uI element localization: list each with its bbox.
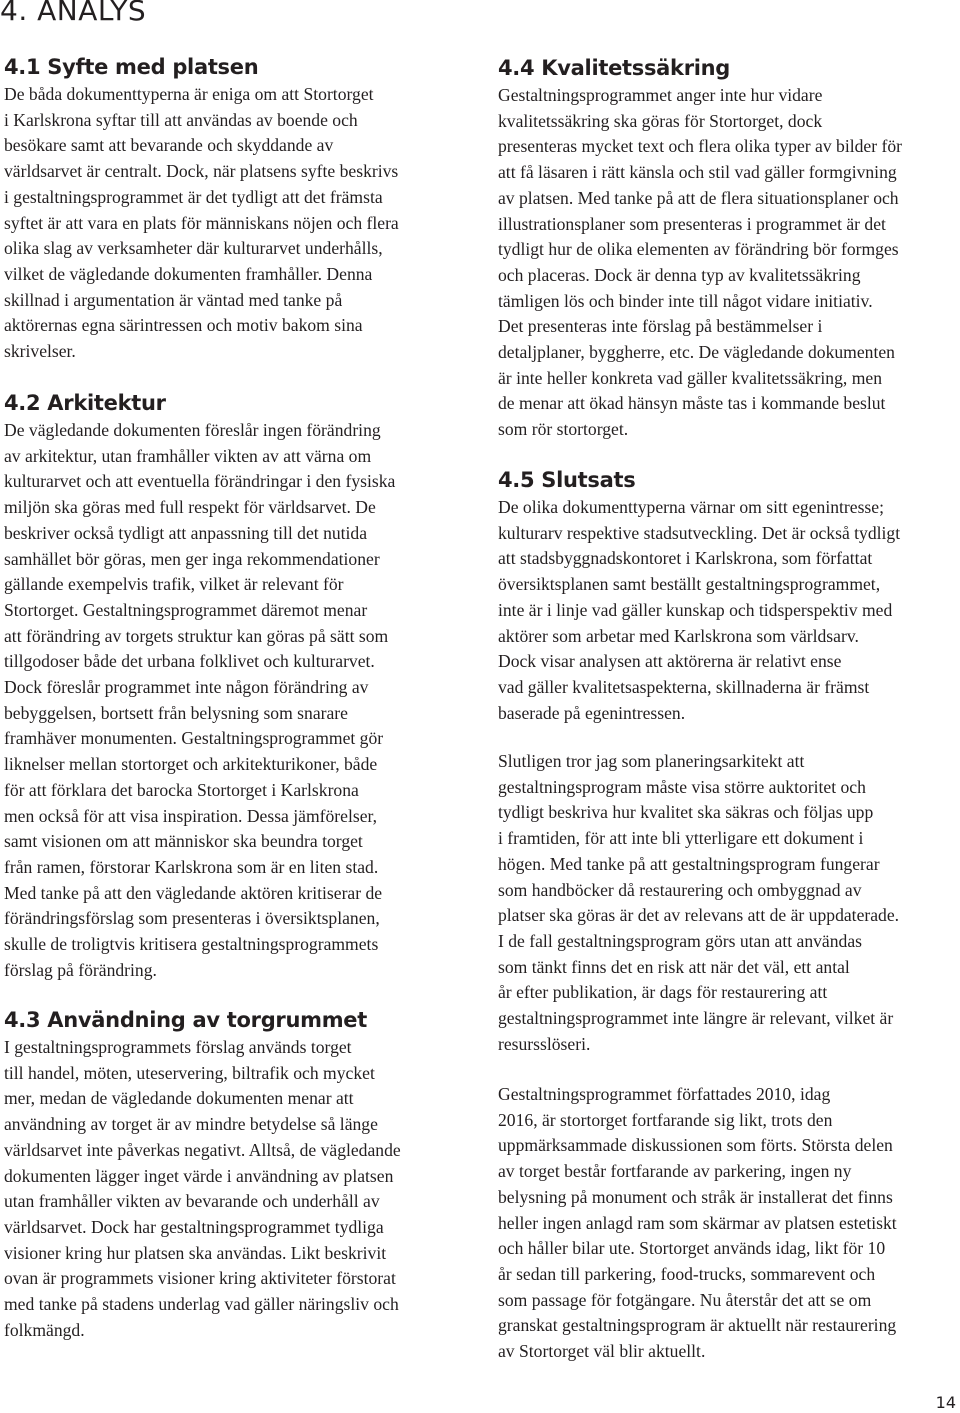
text-line: att få läsaren i rätt känsla och stil vad gäller formgivning — [498, 162, 897, 183]
text-line: De båda dokumenttyperna är eniga om att Stortorget — [4, 84, 374, 104]
text-line: heller ingen anlagd ram som skärmar av platsen estetiskt — [498, 1212, 897, 1233]
text-line: de menar att ökad hänsyn måste tas i kommande beslut — [498, 393, 886, 414]
text-line: är inte heller konkreta vad gäller kvalitetssäkring, men — [498, 367, 882, 388]
text-line: i gestaltningsprogrammet är det tydligt att det främsta — [4, 186, 383, 207]
text-line: till handel, möten, uteservering, biltrafik och mycket — [4, 1062, 375, 1083]
text-line: och placeras. Dock är denna typ av kvalitetssäkring — [498, 264, 861, 285]
text-line: illustrationsplaner som presenteras i programmet är det — [498, 213, 886, 234]
text-line: översiktsplanen samt beställt gestaltningsprogrammet, — [498, 574, 881, 595]
text-line: utan framhåller vikten av bevarande och underhåll av — [4, 1191, 380, 1212]
text-line: inte är i linje vad gäller kunskap och tidsperspektiv med — [498, 599, 893, 620]
text-line: De olika dokumenttyperna värnar om sitt egenintresse; — [498, 497, 884, 517]
text-line: i framtiden, för att inte bli ytterligare ett dokument i — [498, 828, 864, 849]
text-line: med tanke på stadens underlag vad gäller näringsliv och — [4, 1294, 399, 1315]
text-line: kvalitetssäkring ska göras för Stortorget, dock — [498, 110, 823, 131]
paragraph-body — [498, 749, 960, 1057]
text-line: förslag på förändring. — [4, 959, 157, 980]
section-body — [4, 82, 466, 365]
text-line: detaljplaner, byggherre, etc. De vägledande dokumenten — [498, 342, 895, 363]
text-line: samt visionen om att människor ska beundra torget — [4, 831, 363, 852]
text-line: Slutligen tror jag som planeringsarkitekt att — [498, 751, 805, 771]
text-line: Det presenteras inte förslag på bestämmelser i — [498, 316, 823, 337]
text-line: att förändring av torgets struktur kan göras på sätt som — [4, 625, 389, 646]
section-heading: 4.4 Kvalitetssäkring — [498, 56, 731, 80]
section-4-4 — [498, 54, 960, 443]
text-line: syftet är att vara en plats för människans nöjen och flera — [4, 212, 399, 233]
text-line: tydligt hur de olika elementen av förändring bör formges — [498, 239, 899, 260]
text-line: gestaltningsprogrammet inte längre är relevant, vilket är — [498, 1008, 894, 1029]
text-line: 2016, är stortorget fortfarande sig likt, trots den — [498, 1109, 833, 1130]
text-line: som handböcker då restaurering och ombyggnad av — [498, 879, 862, 900]
text-line: dokumenten lägger inget värde i användning av platsen — [4, 1165, 394, 1186]
text-line: som passage för fotgängare. Nu återstår det att se om — [498, 1289, 872, 1310]
text-line: baserade på egenintressen. — [498, 702, 686, 723]
text-line: skillnad i argumentation är väntad med tanke på — [4, 289, 343, 310]
text-line: I gestaltningsprogrammets förslag används torget — [4, 1037, 352, 1057]
page-number: 14 — [935, 1393, 956, 1412]
text-line: tämligen lös och binder inte till något vidare initiativ. — [498, 290, 873, 311]
text-line: besökare samt att bevarande och skyddande av — [4, 135, 334, 156]
text-line: världsarvet. Dock har gestaltningsprogrammet tydliga — [4, 1216, 384, 1237]
text-line: för att förklara det barocka Stortorget i Karlskrona — [4, 779, 359, 800]
text-line: skrivelser. — [4, 341, 76, 362]
text-line: resursslöseri. — [498, 1033, 591, 1054]
text-line: aktörer som arbetar med Karlskrona som världsarv. — [498, 625, 859, 646]
text-line: världsarvet är centralt. Dock, när platsens syfte beskrivs — [4, 161, 399, 182]
paragraph-body — [498, 1082, 960, 1365]
text-line: kulturarvet och att eventuella förändringar i den fysiska — [4, 471, 396, 492]
text-line: olika slag av verksamheter där kulturarvet underhålls, — [4, 238, 383, 259]
section-body — [4, 1035, 466, 1343]
text-line: förändringsförslag som presenteras i översiktsplanen, — [4, 908, 380, 929]
text-line: I de fall gestaltningsprogram görs utan att användas — [498, 930, 862, 951]
text-line: år sedan till parkering, food-trucks, sommarevent och — [498, 1263, 876, 1284]
text-line: Gestaltningsprogrammet författades 2010, idag — [498, 1084, 831, 1104]
text-line: Dock visar analysen att aktörerna är relativt ense — [498, 651, 842, 672]
text-line: mer, medan de vägledande dokumenten menar att — [4, 1088, 354, 1109]
text-line: ovan är programmets visioner kring aktiviteter förstorat — [4, 1268, 396, 1289]
text-line: och håller bilar ute. Stortorget används idag, likt för 10 — [498, 1238, 886, 1259]
section-4-1 — [4, 53, 466, 365]
conclusion-paragraph-2 — [498, 749, 960, 1057]
text-line: skulle de troligtvis kritisera gestaltningsprogrammets — [4, 934, 379, 955]
text-line: liknelser mellan stortorget och arkitekturikoner, både — [4, 754, 378, 775]
text-line: av Stortorget väl blir aktuellt. — [498, 1341, 706, 1362]
section-4-3 — [4, 1006, 466, 1343]
text-line: tydligt beskriva hur kvalitet ska säkras och följas upp — [498, 802, 874, 823]
text-line: De vägledande dokumenten föreslår ingen förändring — [4, 420, 381, 440]
text-line: från ramen, förstorar Karlskrona som är en liten stad. — [4, 856, 379, 877]
text-line: av arkitektur, utan framhåller vikten av att värna om — [4, 445, 372, 466]
section-4-5 — [498, 466, 960, 726]
text-line: framhäver monumenten. Gestaltningsprogrammet gör — [4, 728, 384, 749]
text-line: uppmärksammade diskussionen som förts. Största delen — [498, 1135, 893, 1156]
text-line: i Karlskrona syftar till att användas av boende och — [4, 109, 358, 130]
text-line: som tänkt finns det en risk att när det väl, ett antal — [498, 956, 850, 977]
section-body — [4, 418, 466, 983]
text-line: högen. Med tanke på att gestaltningsprogram fungerar — [498, 853, 880, 874]
section-heading: 4.3 Användning av torgrummet — [4, 1008, 367, 1032]
text-line: folkmängd. — [4, 1319, 85, 1340]
text-line: Dock föreslår programmet inte någon förändring av — [4, 677, 369, 698]
section-heading: 4.5 Slutsats — [498, 468, 636, 492]
text-line: år efter publikation, är dags för restaurering att — [498, 982, 828, 1003]
section-heading: 4.1 Syfte med platsen — [4, 55, 259, 79]
text-line: vad gäller kvalitetsaspekterna, skillnaderna är främst — [498, 676, 870, 697]
text-line: användning av torget är av mindre betydelse så länge — [4, 1114, 378, 1135]
section-body — [498, 83, 960, 443]
text-line: granskat gestaltningsprogram är aktuellt när restaurering — [498, 1315, 897, 1336]
text-line: presenteras mycket text och flera olika typer av bilder för — [498, 136, 902, 157]
text-line: av platsen. Med tanke på att de flera situationsplaner och — [498, 187, 899, 208]
text-line: belysning på monument och stråk är installerat det finns — [498, 1186, 893, 1207]
text-line: aktörernas egna särintressen och motiv bakom sina — [4, 315, 363, 336]
text-line: platser ska göras är det av relevans att de är uppdaterade. — [498, 905, 900, 926]
text-line: samhället bör göras, men ger inga rekommendationer — [4, 548, 380, 569]
text-line: Med tanke på att den vägledande aktören kritiserar de — [4, 882, 383, 903]
text-line: världsarvet inte påverkas negativt. Alltså, de vägledande — [4, 1139, 401, 1160]
text-line: kulturarv respektive stadsutveckling. Det är också tydligt — [498, 522, 901, 543]
text-line: gestaltningsprogram måste visa större auktoritet och — [498, 776, 866, 797]
text-line: gällande exempelvis trafik, vilket är relevant för — [4, 574, 344, 595]
conclusion-paragraph-3 — [498, 1082, 960, 1365]
text-line: visioner kring hur platsen ska användas. Likt beskrivit — [4, 1242, 387, 1263]
text-line: som rör stortorget. — [498, 419, 629, 440]
text-line: bebyggelsen, bortsett från belysning som snarare — [4, 702, 348, 723]
text-line: Stortorget. Gestaltningsprogrammet däremot menar — [4, 599, 368, 620]
section-4-2 — [4, 389, 466, 983]
text-line: vilket de vägledande dokumenten framhåller. Denna — [4, 263, 373, 284]
text-line: tillgodoser både det urbana folklivet och kulturarvet. — [4, 651, 375, 672]
section-heading: 4.2 Arkitektur — [4, 391, 166, 415]
text-line: miljön ska göras med full respekt för världsarvet. De — [4, 497, 376, 518]
text-line: beskriver också tydligt att anpassning till det nutida — [4, 522, 368, 543]
page-title: 4. ANALYS — [0, 0, 147, 27]
text-line: av torget består fortfarande av parkering, ingen ny — [498, 1161, 852, 1182]
text-line: men också för att visa inspiration. Dessa jämförelser, — [4, 805, 378, 826]
text-line: att stadsbyggnadskontoret i Karlskrona, som författat — [498, 548, 873, 569]
section-body — [498, 495, 960, 726]
text-line: Gestaltningsprogrammet anger inte hur vidare — [498, 85, 823, 105]
